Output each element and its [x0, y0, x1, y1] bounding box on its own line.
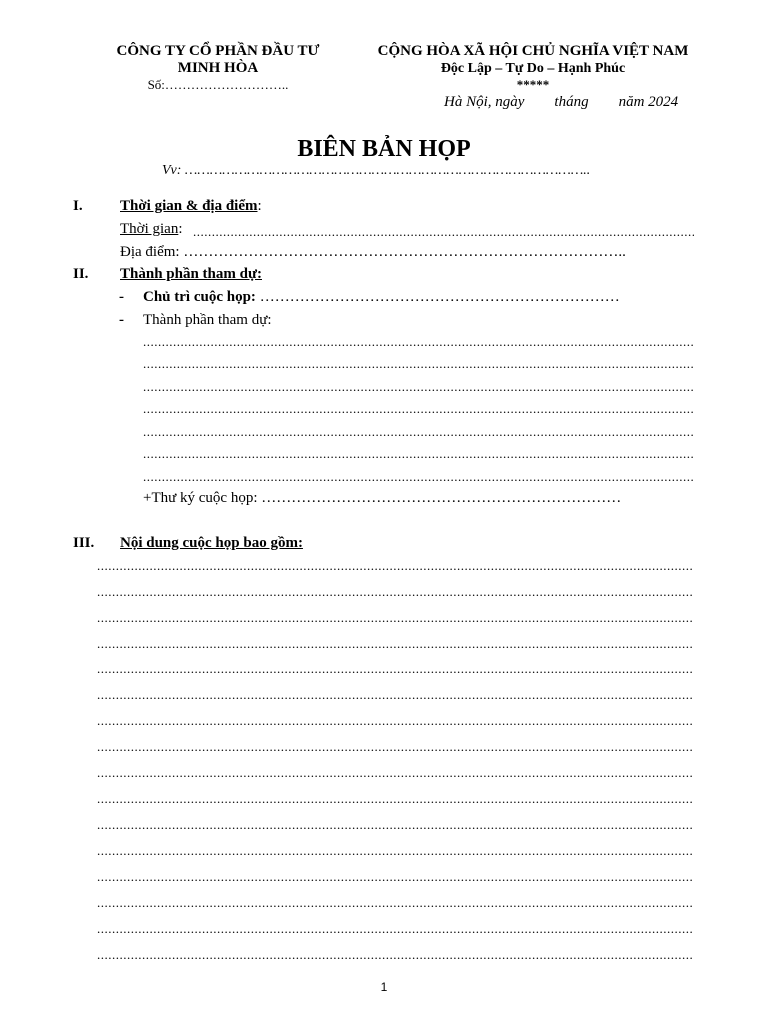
content-fill-line — [97, 558, 694, 574]
place-label: Địa điểm: …………………………………………………………………………….. — [120, 244, 626, 260]
attendees-bullet: - — [119, 312, 124, 328]
section-2-number: II. — [73, 266, 89, 282]
content-fill-line — [97, 713, 694, 729]
content-fill-line — [97, 869, 694, 885]
content-fill-line — [97, 921, 694, 937]
section-1-heading-text: Thời gian & địa điểm — [120, 198, 258, 214]
attendees-fill-line — [143, 446, 694, 462]
time-fill-line — [193, 224, 694, 240]
national-motto: Độc Lập – Tự Do – Hạnh Phúc — [440, 61, 626, 76]
chair-bullet: - — [119, 289, 124, 305]
attendees-fill-line — [143, 334, 694, 350]
time-label-colon: : — [178, 221, 183, 237]
content-fill-line — [97, 661, 694, 677]
content-fill-line — [97, 610, 694, 626]
company-name-line1: CÔNG TY CỔ PHẦN ĐẦU TƯ — [116, 43, 320, 59]
section-3-number: III. — [73, 535, 95, 551]
place-date: Hà Nội, ngày tháng năm 2024 — [444, 94, 679, 110]
chair-dots: ……………………………………………………………… — [255, 289, 620, 305]
attendees-label: Thành phần tham dự: — [143, 312, 272, 328]
chair-line — [143, 289, 620, 306]
content-fill-line — [97, 947, 694, 963]
content-fill-line — [97, 895, 694, 911]
attendees-fill-line — [143, 424, 694, 440]
content-fill-line — [97, 765, 694, 781]
company-name-line2: MINH HÒA — [177, 60, 259, 76]
content-fill-line — [97, 843, 694, 859]
attendees-fill-line — [143, 379, 694, 395]
content-fill-line — [97, 584, 694, 600]
page-number: 1 — [380, 980, 388, 994]
time-label-text: Thời gian — [120, 221, 179, 237]
attendees-fill-line — [143, 401, 694, 417]
document-number: Số:……………………….. — [147, 77, 289, 92]
section-3-heading: Nội dung cuộc họp bao gồm: — [120, 535, 303, 551]
motto-stars: ***** — [516, 77, 550, 92]
national-title: CỘNG HÒA XÃ HỘI CHỦ NGHĨA VIỆT NAM — [377, 43, 689, 59]
time-label — [120, 221, 183, 238]
section-1-heading-colon: : — [257, 198, 262, 214]
attendees-fill-line — [143, 469, 694, 485]
section-2-heading: Thành phần tham dự: — [120, 266, 262, 282]
section-1-number: I. — [73, 198, 83, 214]
content-fill-line — [97, 687, 694, 703]
subject-line: Vv: …………………………………………………………………………………….. — [162, 163, 591, 178]
content-fill-line — [97, 636, 694, 652]
content-fill-line — [97, 817, 694, 833]
content-fill-line — [97, 791, 694, 807]
document-title: BIÊN BẢN HỌP — [297, 136, 471, 162]
section-1-heading — [120, 198, 262, 215]
chair-label: Chủ trì cuộc họp: — [143, 289, 256, 305]
content-fill-line — [97, 739, 694, 755]
secretary-line: +Thư ký cuộc họp: ……………………………………………………………… — [143, 490, 622, 506]
attendees-fill-line — [143, 356, 694, 372]
